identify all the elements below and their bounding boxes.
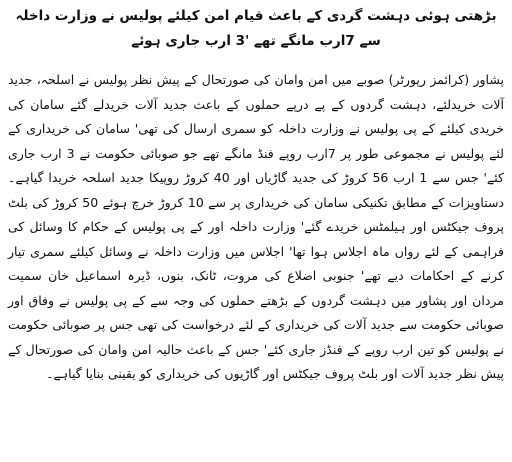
article-body: پشاور (کرائمز رپورٹر) صوبے میں امن وامان کی صورتحال کے پیش نظر پولیس نے اسلحہ، جدید آلات خریدلئے، دہشت گردوں کے پے درپے حملوں کے باعث جدید آلات خریدلے گئے سامان کی خریدی کیلئے کے پی پولیس نے وزارت داخلہ کو سمری ارسال کی تھی' سامان کی خریداری کے لئے پولیس نے مجموعی طور پر 7ارب روپے فنڈ مانگے تھے جو صوبائی حکومت نے 3 ارب جاری کئے' جس سے 1 ارب 56 کروڑ کی جدید گاڑیاں اور 40 کروڑ روپیکا جدید اسلحہ خریدا گیاہے۔ دستاویزات کے مطابق تکنیکی سامان کی خریداری پر سے 10 کروڑ خرچ ہوئے 50 کروڑ کی بلٹ پروف جیکٹس اور ہیلمٹس خریدے گئے' وزارت داخلہ اور کے پی پولیس کے حکام کا وسائل کی فراہمی کے لئے رواں ماہ اجلاس ہوا تھا' اجلاس میں وزارت داخلہ نے وسائل کیلئے سمری تیار کرنے کے احکامات دیے تھے' جنوبی اضلاع کی مروت، ٹانک، بنوں، ڈیرہ اسماعیل خان سمیت مردان اور پشاور میں دہشت گردوں کے بڑھتے حملوں کی وجہ سے کے پی پولیس نے وفاق اور صوبائی حکومت سے جدید آلات کی خریداری کے لئے درخواست کی تھی جس پر صوبائی حکومت نے پولیس کو تین ارب روپے کے فنڈز جاری کئے' جس کے باعث حالیہ امن وامان کی صورتحال کے پیش نظر جدید آلات اور بلٹ پروف جیکٹس اور گاڑیوں کی خریداری کو یقینی بنایا گیاہے۔ — [8, 72, 505, 381]
article-headline: بڑھتی ہوئی دہشت گردی کے باعث قیام امن کیلئے پولیس نے وزارت داخلہ سے 7ارب مانگے تھے '3 ارب جاری ہوئے — [15, 8, 497, 49]
